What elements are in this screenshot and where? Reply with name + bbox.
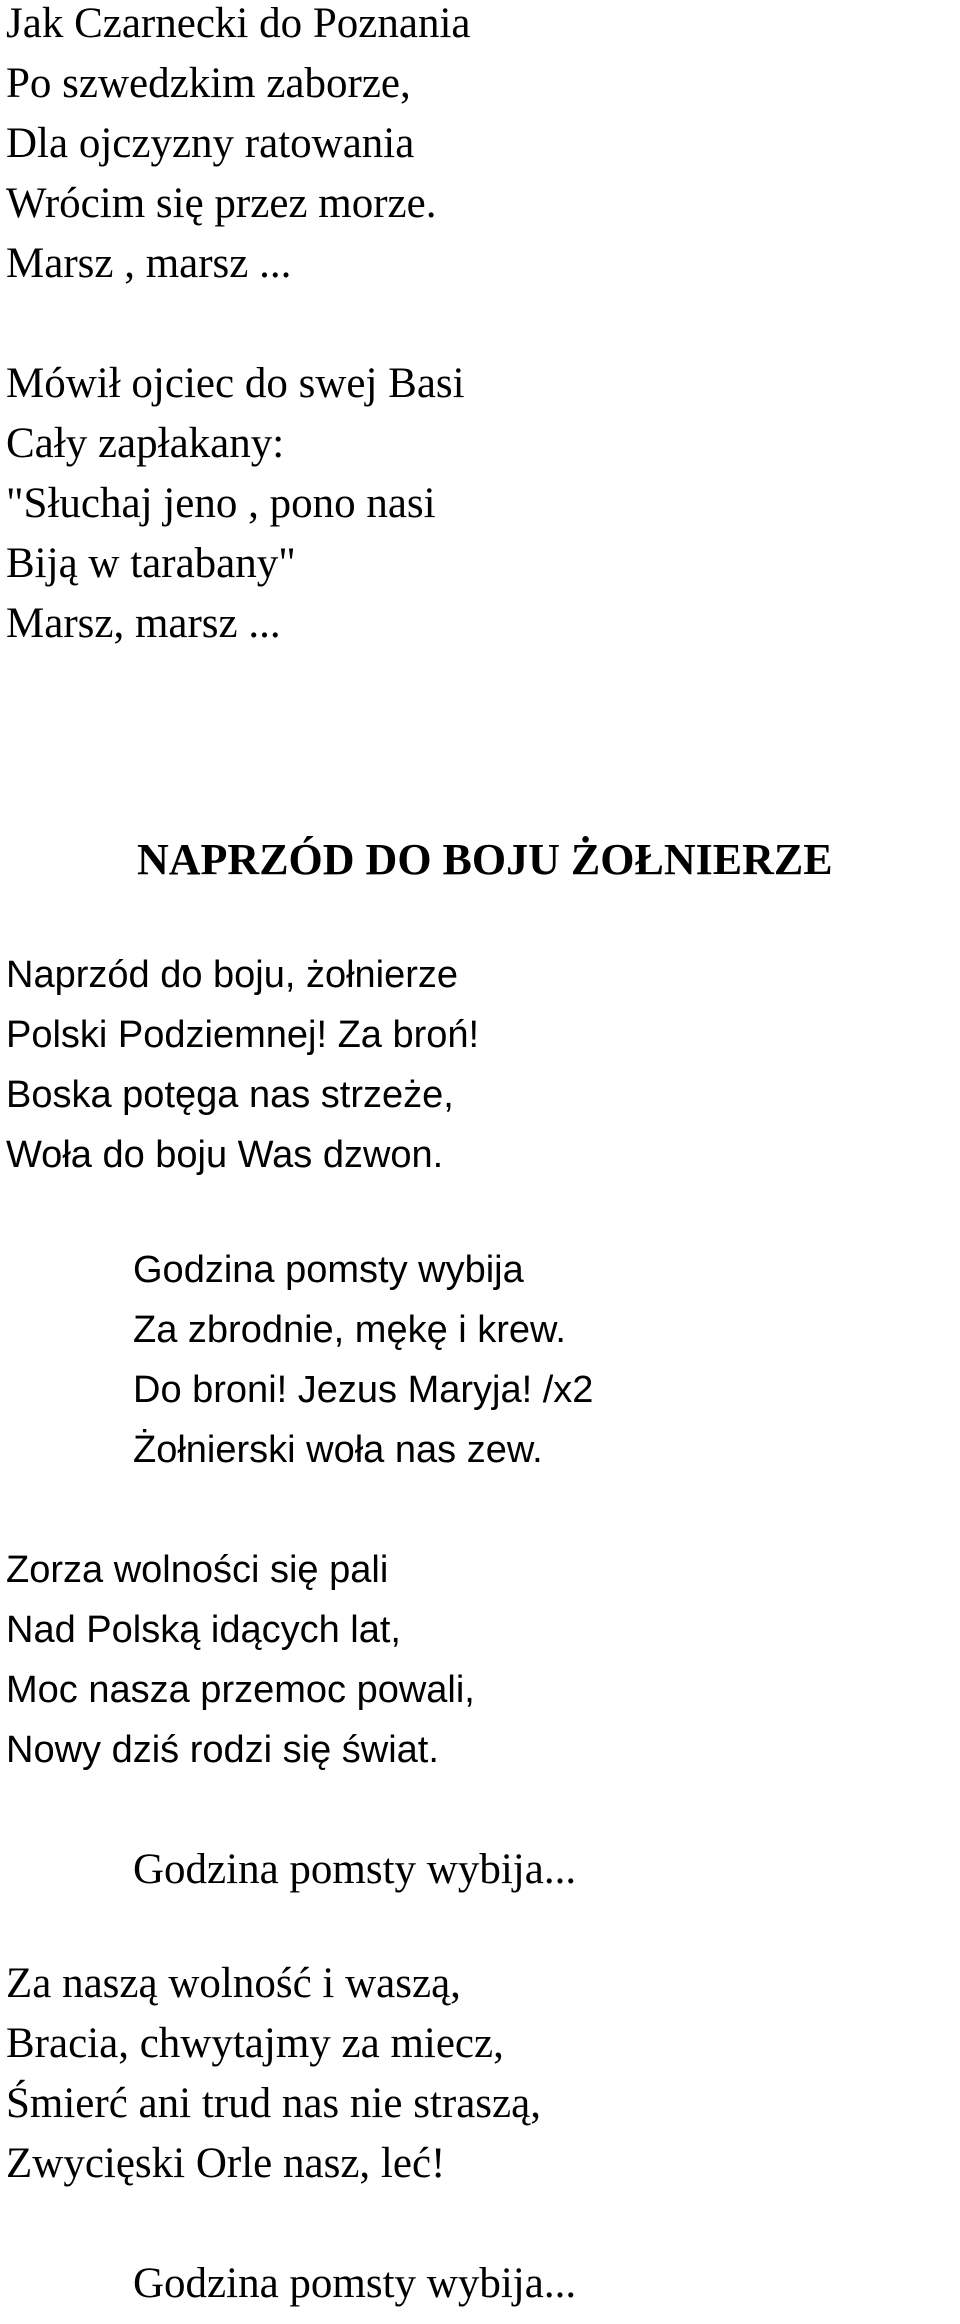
verse-line: Dla ojczyzny ratowania bbox=[6, 120, 415, 167]
refrain-line: Godzina pomsty wybija bbox=[133, 1249, 524, 1291]
verse-line: Za naszą wolność i waszą, bbox=[6, 1960, 461, 2007]
verse-line: Zwycięski Orle nasz, leć! bbox=[6, 2140, 446, 2187]
song2-refrain-short-2 bbox=[133, 2254, 576, 2314]
song1-stanza-a bbox=[6, 0, 470, 294]
verse-line: Śmierć ani trud nas nie straszą, bbox=[6, 2080, 541, 2127]
song2-verse-3 bbox=[6, 1954, 541, 2194]
verse-line: Jak Czarnecki do Poznania bbox=[6, 0, 471, 47]
verse-line: Marsz , marsz ... bbox=[6, 240, 292, 287]
song2-refrain bbox=[133, 1240, 593, 1480]
verse-line: Bracia, chwytajmy za miecz, bbox=[6, 2020, 504, 2067]
refrain-line: Za zbrodnie, mękę i krew. bbox=[133, 1309, 566, 1351]
verse-line: Boska potęga nas strzeże, bbox=[6, 1074, 454, 1116]
verse-line: Nad Polską idących lat, bbox=[6, 1609, 401, 1651]
song-title: NAPRZÓD DO BOJU ŻOŁNIERZE bbox=[137, 835, 833, 884]
verse-line: Marsz, marsz ... bbox=[6, 600, 281, 647]
verse-line: "Słuchaj jeno , pono nasi bbox=[6, 480, 436, 527]
verse-line: Nowy dziś rodzi się świat. bbox=[6, 1729, 439, 1771]
refrain-line: Godzina pomsty wybija... bbox=[133, 2260, 577, 2307]
song2-refrain-short-1 bbox=[133, 1840, 576, 1900]
refrain-line: Do broni! Jezus Maryja! /x2 bbox=[133, 1369, 594, 1411]
verse-line: Wrócim się przez morze. bbox=[6, 180, 437, 227]
verse-line: Zorza wolności się pali bbox=[6, 1549, 389, 1591]
verse-line: Mówił ojciec do swej Basi bbox=[6, 360, 465, 407]
song1-stanza-b bbox=[6, 354, 465, 654]
refrain-line: Żołnierski woła nas zew. bbox=[133, 1429, 543, 1471]
song2-verse-1 bbox=[6, 945, 479, 1185]
verse-line: Moc nasza przemoc powali, bbox=[6, 1669, 475, 1711]
verse-line: Naprzód do boju, żołnierze bbox=[6, 954, 459, 996]
verse-line: Cały zapłakany: bbox=[6, 420, 285, 467]
verse-line: Woła do boju Was dzwon. bbox=[6, 1134, 444, 1176]
verse-line: Biją w tarabany" bbox=[6, 540, 296, 587]
verse-line: Po szwedzkim zaborze, bbox=[6, 60, 411, 107]
verse-line: Polski Podziemnej! Za broń! bbox=[6, 1014, 480, 1056]
song2-verse-2 bbox=[6, 1540, 475, 1780]
refrain-line: Godzina pomsty wybija... bbox=[133, 1846, 577, 1893]
